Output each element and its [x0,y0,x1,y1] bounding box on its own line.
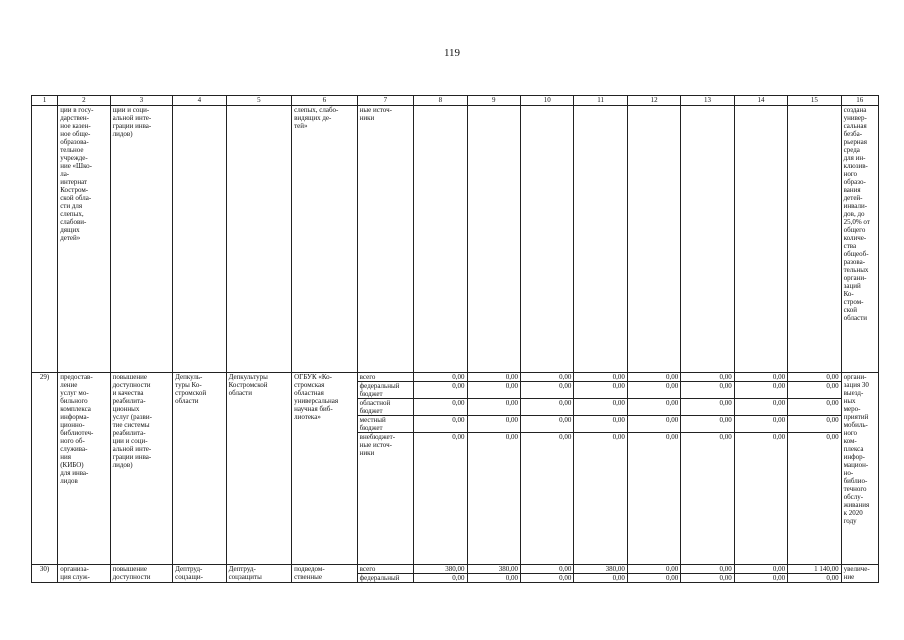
r29-participant-cell [292,373,358,565]
r30-responsible-cell-text: Дептруд- соцзащи- [175,565,203,581]
r29-value-cell-text: 0,00 [719,399,732,407]
r30-value-cell-text: 0,00 [559,565,572,573]
r29-value-cell-text: 0,00 [559,416,572,424]
r29-value-cell-text: 0,00 [505,416,518,424]
r29-value-cell [788,373,841,382]
r29-value-cell [414,399,467,416]
r30-value-cell-text: 1 140,00 [814,565,839,573]
r29-value-cell [788,433,841,565]
r29-source-name [357,399,413,416]
r30-goal-cell-text: повышение доступности [112,565,151,581]
r29-value-cell-text: 0,00 [505,433,518,441]
r29-result-cell [841,373,878,565]
r29-responsible-cell-text: Депкуль- туры Ко- стромской области [175,373,207,405]
column-header-9-text: 9 [492,96,496,104]
column-header-3-text: 3 [139,96,144,104]
column-header-8 [414,96,467,106]
r30-value-cell [574,574,627,583]
r29-value-cell [734,382,787,399]
r30-value-cell-text: 0,00 [452,574,465,582]
program-activities-table [31,95,879,583]
r29-source-name-text: внебюджет- ные источ- ники [359,433,396,457]
r29-value-cell-text: 0,00 [612,382,625,390]
cont-value-cell [627,106,680,373]
r30-value-cell-text: 0,00 [719,565,732,573]
column-header-12-text: 12 [650,96,658,104]
column-header-16-text: 16 [856,96,864,104]
r29-value-cell [627,382,680,399]
r29-coexecutor-cell [226,373,292,565]
r30-value-cell [734,565,787,574]
r29-value-cell-text: 0,00 [559,399,572,407]
column-header-13 [681,96,734,106]
r30-coexecutor-cell [226,565,292,583]
r29-activity-cell-text: предостав- ление услуг мо- бильного комплекса информа- ционно- библиотеч- ного об- служива- ния (КИБО) для инва- лидов [60,373,94,485]
r29-value-cell-text: 0,00 [826,373,839,381]
column-header-12 [627,96,680,106]
r29-participant-cell-text: ОГБУК «Ко- стромская областная универсальная научная биб- лиотека» [294,373,339,421]
column-header-13-text: 13 [704,96,711,104]
cont-source-cell [357,106,413,373]
r29-value-cell-text: 0,00 [719,416,732,424]
column-header-7 [357,96,413,106]
r29-value-cell-text: 0,00 [505,382,518,390]
r30-goal-cell [110,565,173,583]
r29-responsible-cell [173,373,226,565]
r29-source-name [357,416,413,433]
r29-value-cell-text: 0,00 [666,399,679,407]
cont-value-cell [520,106,573,373]
column-header-1-text: 1 [42,96,47,104]
cont-value-cell [467,106,520,373]
cont-value-cell [414,106,467,373]
r30-value-cell [681,565,734,574]
r29-goal-cell [110,373,173,565]
column-header-1 [32,96,58,106]
r29-value-cell-text: 0,00 [612,373,625,381]
cont-activity-cell-text: ции в госу- дарствен- ное казен- ное обще- образова- тельное учрежде- ние «Шко- ла- интернат Костром- ской обла- сти для слепых, слабови- дящих детей» [60,106,94,242]
r30-value-cell [467,565,520,574]
column-header-11-text: 11 [597,96,604,104]
column-header-6 [292,96,358,106]
r29-value-cell [520,382,573,399]
cont-activity-cell [58,106,110,373]
r29-value-cell-text: 0,00 [452,433,465,441]
r29-num-cell [32,373,58,565]
r29-value-cell [627,373,680,382]
r30-value-cell [520,574,573,583]
r29-value-cell [627,416,680,433]
r29-goal-cell-text: повышение доступности и качества реабилита- ционных услуг (разви- тие системы реабилита- ции и соци- альной инте- грации инва- лидов) [112,373,152,469]
column-header-2-text: 2 [82,96,86,104]
r30-value-cell-text: 0,00 [772,574,786,582]
r30-value-cell-text: 0,00 [772,565,786,573]
cont-responsible-cell [173,106,226,373]
r30-value-cell [681,574,734,583]
r29-source-name-text: областной бюджет [359,399,391,415]
r29-value-cell [467,382,520,399]
r29-value-cell-text: 0,00 [612,433,625,441]
r29-value-cell-text: 0,00 [452,373,465,381]
r30-value-cell [734,574,787,583]
r29-value-cell-text: 0,00 [559,373,572,381]
r29-value-cell-text: 0,00 [612,399,625,407]
r30-value-cell [414,565,467,574]
r29-value-cell [681,399,734,416]
r29-source-name-text: всего [359,373,376,381]
cont-num-cell [32,106,58,373]
r29-row-0 [32,373,879,382]
r30-activity-cell [58,565,110,583]
r30-responsible-cell [173,565,226,583]
r30-result-cell [841,565,878,583]
r29-activity-cell [58,373,110,565]
cont-coexecutor-cell [226,106,292,373]
r29-value-cell-text: 0,00 [666,373,679,381]
r30-num-cell [32,565,58,583]
r29-value-cell-text: 0,00 [826,382,839,390]
r30-value-cell [414,574,467,583]
column-header-5 [226,96,292,106]
r30-value-cell-text: 0,00 [719,574,732,582]
r30-source-name [357,565,413,574]
r29-source-name [357,373,413,382]
r29-value-cell [574,416,627,433]
column-header-3 [110,96,173,106]
r29-value-cell [681,373,734,382]
r29-value-cell [574,373,627,382]
r30-participant-cell [292,565,358,583]
r30-value-cell [788,565,841,574]
cont-source-cell-text: ные источ- ники [359,106,392,122]
r29-value-cell [467,416,520,433]
r30-value-cell [467,574,520,583]
header-row [32,96,879,106]
r30-value-cell-text: 0,00 [666,565,679,573]
r30-value-cell-text: 0,00 [666,574,679,582]
r29-value-cell [520,433,573,565]
r29-value-cell-text: 0,00 [666,382,679,390]
r30-value-cell [788,574,841,583]
r29-value-cell [414,382,467,399]
r29-value-cell-text: 0,00 [719,382,732,390]
r29-value-cell [467,399,520,416]
cont-value-cell [574,106,627,373]
r29-value-cell [788,382,841,399]
r30-value-cell [574,565,627,574]
r29-value-cell [788,399,841,416]
r30-activity-cell-text: организа- ция служ- [60,565,90,581]
r29-value-cell-text: 0,00 [772,433,786,441]
r30-value-cell-text: 380,00 [605,565,625,573]
r29-value-cell-text: 0,00 [772,382,786,390]
column-header-10 [520,96,573,106]
r29-coexecutor-cell-text: Депкультуры Костромской области [228,373,268,397]
r29-value-cell [734,433,787,565]
r29-value-cell-text: 0,00 [452,382,465,390]
r29-value-cell [681,416,734,433]
r29-result-cell-text: органи- зация 30 выезд- ных меро- приятий мобиль- ного ком- плекса инфор- мацион- но- библио- течного обслу- живания к 2020 году [843,373,870,525]
r29-value-cell [788,416,841,433]
r29-value-cell [414,416,467,433]
cont-value-cell [681,106,734,373]
r29-value-cell-text: 0,00 [772,416,786,424]
r29-value-cell [734,399,787,416]
cont-value-cell [788,106,841,373]
r29-value-cell [520,373,573,382]
column-header-2 [58,96,110,106]
r29-value-cell [574,433,627,565]
r29-value-cell-text: 0,00 [452,399,465,407]
r30-value-cell-text: 380,00 [498,565,518,573]
column-header-9 [467,96,520,106]
column-header-15-text: 15 [810,96,818,104]
r29-value-cell-text: 0,00 [826,433,839,441]
r29-value-cell-text: 0,00 [826,416,839,424]
r29-value-cell [627,433,680,565]
r29-value-cell [520,399,573,416]
cont-goal-cell [110,106,173,373]
r30-value-cell-text: 0,00 [826,574,839,582]
r30-value-cell-text: 0,00 [612,574,625,582]
r30-value-cell-text: 380,00 [445,565,465,573]
column-header-14-text: 14 [757,96,765,104]
r30-row-0 [32,565,879,574]
r30-result-cell-text: увеличе- ние [843,565,870,581]
column-header-16 [841,96,878,106]
column-header-15 [788,96,841,106]
r30-value-cell-text: 0,00 [505,574,518,582]
column-header-5-text: 5 [257,96,261,104]
column-header-4-text: 4 [197,96,202,104]
cont-result-cell [841,106,878,373]
column-header-8-text: 8 [438,96,443,104]
r30-source-name-text: всего [359,565,376,573]
r29-value-cell-text: 0,00 [772,373,786,381]
r29-value-cell-text: 0,00 [612,416,625,424]
column-header-6-text: 6 [322,96,327,104]
r30-num-cell-text: 30) [39,565,50,573]
r29-value-cell [467,433,520,565]
r29-value-cell-text: 0,00 [559,382,572,390]
r29-value-cell-text: 0,00 [666,433,679,441]
r30-source-name-text: федеральный [359,574,400,582]
r29-value-cell-text: 0,00 [772,399,786,407]
r29-value-cell [734,416,787,433]
page-number: 119 [443,47,461,59]
cont-participant-cell-text: слепых, слабо- видящих де- тей» [294,106,339,130]
r29-source-name [357,433,413,565]
column-header-10-text: 10 [543,96,551,104]
column-header-4 [173,96,226,106]
r29-value-cell-text: 0,00 [505,399,518,407]
column-header-14 [734,96,787,106]
r29-value-cell-text: 0,00 [826,399,839,407]
cont-result-cell-text: создана универ- сальная безба- рьерная среда для ин- клюзив- ного образо- вания детей- инвали- дов, до 25,0% от общего количе- ства общеоб- разова- тельных органи- заций Ко- стром- ской области [843,106,870,322]
r30-value-cell [520,565,573,574]
r30-participant-cell-text: подведом- ственные [294,565,325,581]
r29-value-cell-text: 0,00 [719,433,732,441]
r29-value-cell-text: 0,00 [559,433,572,441]
column-header-11 [574,96,627,106]
r29-num-cell-text: 29) [39,373,50,381]
r29-value-cell [574,382,627,399]
r29-value-cell [414,433,467,565]
r29-source-name-text: местный бюджет [359,416,386,432]
r29-value-cell [574,399,627,416]
r30-value-cell-text: 0,00 [559,574,572,582]
cont-value-cell [734,106,787,373]
r29-value-cell [520,416,573,433]
r29-value-cell [467,373,520,382]
r30-value-cell [627,565,680,574]
table-container [31,95,882,585]
r30-coexecutor-cell-text: Дептруд- соцзащиты [228,565,262,581]
cont-goal-cell-text: щии и соци- альной инте- грации инва- лидов) [112,106,152,138]
r30-value-cell [627,574,680,583]
r29-value-cell [681,433,734,565]
cont-participant-cell [292,106,358,373]
r29-value-cell [414,373,467,382]
r29-value-cell-text: 0,00 [452,416,465,424]
continued-row [32,106,879,373]
r29-value-cell-text: 0,00 [505,373,518,381]
r30-source-name [357,574,413,583]
r29-value-cell [734,373,787,382]
r29-value-cell [681,382,734,399]
r29-value-cell-text: 0,00 [666,416,679,424]
r29-value-cell-text: 0,00 [719,373,732,381]
column-header-7-text: 7 [383,96,388,104]
r29-value-cell [627,399,680,416]
r29-source-name-text: федеральный бюджет [359,382,400,398]
r29-source-name [357,382,413,399]
